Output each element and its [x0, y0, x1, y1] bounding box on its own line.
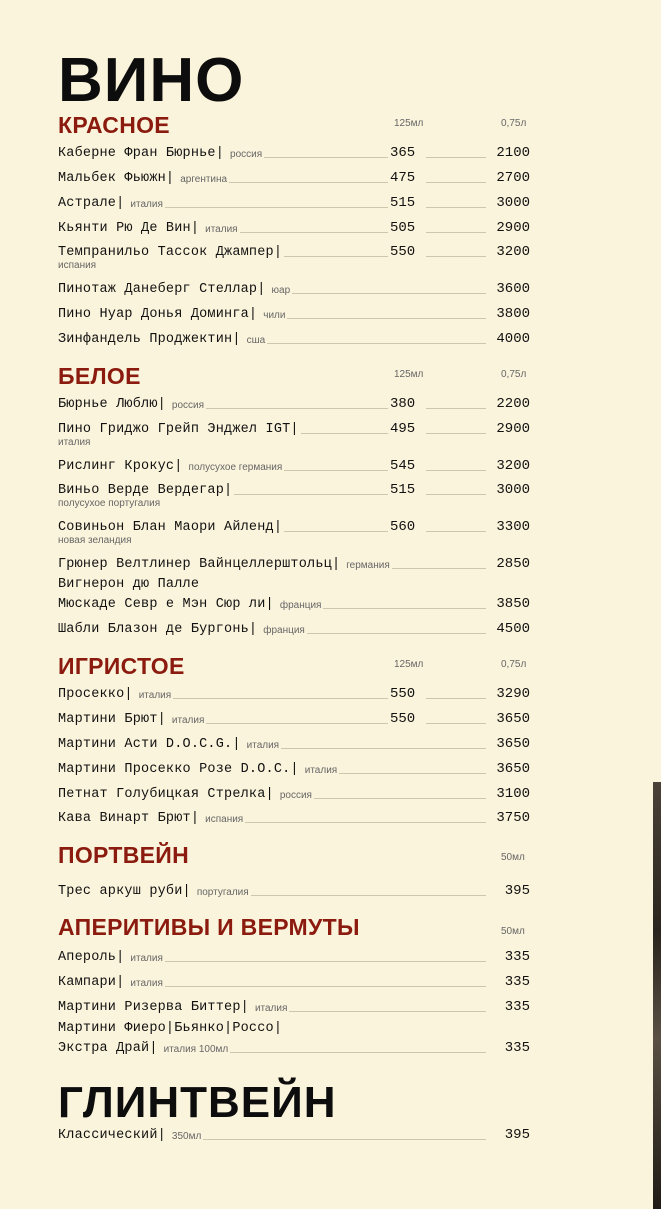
- leader-line: [240, 232, 388, 233]
- col-label-portion: 50мл: [501, 926, 525, 937]
- mulled-wine-title: ГЛИНТВЕЙН: [58, 1078, 337, 1127]
- item-name: Трес аркуш руби|: [58, 884, 191, 899]
- item-origin: италия: [205, 224, 238, 235]
- item-origin: италия: [58, 437, 91, 448]
- item-origin: италия: [130, 953, 163, 964]
- item-name: Астрале|: [58, 196, 125, 211]
- leader-line: [426, 207, 486, 208]
- col-label-bottle: 0,75л: [501, 118, 527, 129]
- leader-line: [229, 182, 388, 183]
- item-origin: новая зеландия: [58, 535, 132, 546]
- leader-line: [203, 1139, 486, 1140]
- item-origin: юар: [271, 285, 291, 296]
- price-glass: 550: [390, 686, 416, 702]
- menu-item: [58, 684, 530, 702]
- menu-item: [58, 808, 530, 826]
- price-bottle: 3650: [496, 711, 530, 727]
- price-bottle: 2850: [496, 556, 530, 572]
- menu-item: [58, 394, 530, 412]
- col-label-portion: 50мл: [501, 852, 525, 863]
- section-port: [58, 842, 530, 868]
- item-origin: италия: [171, 715, 205, 726]
- leader-line: [426, 408, 486, 409]
- price-bottle: 3000: [496, 195, 530, 211]
- leader-line: [426, 723, 486, 724]
- item-name: Виньо Верде Вердегар|: [58, 483, 233, 498]
- leader-line: [281, 748, 486, 749]
- item-origin: италия: [138, 690, 172, 701]
- leader-line: [284, 470, 388, 471]
- menu-item: [58, 143, 530, 161]
- col-label-bottle: 0,75л: [501, 369, 527, 380]
- menu-item: [58, 881, 530, 899]
- item-name: Грюнер Велтлинер Вайнцеллерштольц|: [58, 557, 341, 572]
- item-name: Кьянти Рю Де Вин|: [58, 221, 200, 236]
- section-title: КРАСНОЕ: [58, 112, 170, 138]
- item-origin: испания: [205, 814, 244, 825]
- item-name: Кава Винарт Брют|: [58, 811, 200, 826]
- menu-item: [58, 168, 530, 186]
- item-origin: аргентина: [180, 174, 228, 185]
- price-glass: 505: [390, 220, 416, 236]
- menu-item: [58, 1125, 530, 1143]
- leader-line: [301, 433, 388, 434]
- item-origin: италия: [130, 978, 163, 989]
- item-name: Апероль|: [58, 950, 125, 965]
- menu-item: [58, 456, 530, 474]
- item-name: Пино Гриджо Грейп Энджел IGT|: [58, 422, 299, 437]
- leader-line: [307, 633, 486, 634]
- leader-line: [165, 207, 388, 208]
- menu-item: [58, 480, 530, 509]
- price-glass: 515: [390, 195, 416, 211]
- price-bottle: 2100: [496, 145, 530, 161]
- leader-line: [251, 895, 486, 896]
- price-bottle: 395: [504, 1127, 530, 1143]
- item-origin: италия: [130, 199, 163, 210]
- col-label-glass: 125мл: [394, 118, 424, 129]
- menu-item: [58, 193, 530, 211]
- price-bottle: 3200: [496, 244, 530, 260]
- leader-line: [426, 256, 486, 257]
- item-origin: франция: [279, 600, 322, 611]
- price-bottle: 4500: [496, 621, 530, 637]
- item-name: Пинотаж Данеберг Стеллар|: [58, 282, 266, 297]
- col-label-glass: 125мл: [394, 659, 424, 670]
- item-name: Кампари|: [58, 975, 125, 990]
- item-origin: италия: [254, 1003, 288, 1014]
- item-name: Пино Нуар Донья Доминга|: [58, 307, 258, 322]
- price-bottle: 2700: [496, 170, 530, 186]
- section-white: [58, 363, 530, 389]
- item-origin: чили: [263, 310, 286, 321]
- price-bottle: 335: [504, 949, 530, 965]
- price-bottle: 335: [504, 999, 530, 1015]
- menu-item: [58, 242, 530, 271]
- item-origin: 350мл: [171, 1131, 202, 1142]
- price-bottle: 3100: [496, 786, 530, 802]
- leader-line: [426, 433, 486, 434]
- leader-line: [230, 1052, 486, 1053]
- leader-line: [264, 157, 388, 158]
- edge-photo: [653, 782, 661, 1209]
- price-bottle: 3750: [496, 810, 530, 826]
- price-glass: 550: [390, 711, 416, 727]
- price-bottle: 4000: [496, 331, 530, 347]
- item-name: Мартини Асти D.O.C.G.|: [58, 737, 241, 752]
- price-bottle: 3850: [496, 596, 530, 612]
- price-bottle: 2900: [496, 421, 530, 437]
- price-bottle: 3650: [496, 761, 530, 777]
- menu-item: [58, 734, 530, 752]
- leader-line: [287, 318, 486, 319]
- item-name: Шабли Блазон де Бургонь|: [58, 622, 258, 637]
- leader-line: [426, 531, 486, 532]
- leader-line: [426, 698, 486, 699]
- menu-item: [58, 619, 530, 637]
- menu-item: [58, 759, 530, 777]
- price-glass: 550: [390, 244, 416, 260]
- price-glass: 365: [390, 145, 416, 161]
- section-title: ИГРИСТОЕ: [58, 653, 185, 679]
- menu-item: [58, 1020, 530, 1056]
- price-bottle: 3300: [496, 519, 530, 535]
- price-glass: 515: [390, 482, 416, 498]
- leader-line: [323, 608, 486, 609]
- price-bottle: 2900: [496, 220, 530, 236]
- item-name: Мюскаде Севр е Мэн Сюр ли|: [58, 597, 274, 612]
- leader-line: [292, 293, 486, 294]
- leader-line: [426, 157, 486, 158]
- item-name: Петнат Голубицкая Стрелка|: [58, 787, 274, 802]
- leader-line: [173, 698, 388, 699]
- item-name: Совиньон Блан Маори Айленд|: [58, 520, 283, 535]
- leader-line: [206, 408, 388, 409]
- item-name-line1: Мартини Фиеро|Бьянко|Россо|: [58, 1021, 283, 1036]
- item-origin: италия: [246, 740, 280, 751]
- price-bottle: 395: [504, 883, 530, 899]
- col-label-bottle: 0,75л: [501, 659, 527, 670]
- section-title: АПЕРИТИВЫ И ВЕРМУТЫ: [58, 914, 360, 940]
- menu-item: [58, 304, 530, 322]
- leader-line: [234, 494, 388, 495]
- section-title: ПОРТВЕЙН: [58, 842, 189, 868]
- menu-item: [58, 419, 530, 448]
- menu-item: [58, 972, 530, 990]
- item-name: Экстра Драй|: [58, 1041, 158, 1056]
- price-glass: 495: [390, 421, 416, 437]
- section-red: [58, 112, 530, 138]
- price-bottle: 335: [504, 1040, 530, 1056]
- col-label-glass: 125мл: [394, 369, 424, 380]
- item-name: Просекко|: [58, 687, 133, 702]
- menu-item: [58, 554, 530, 572]
- leader-line: [426, 232, 486, 233]
- wine-title: ВИНО: [58, 46, 245, 115]
- leader-line: [339, 773, 486, 774]
- leader-line: [206, 723, 388, 724]
- item-origin: португалия: [196, 887, 249, 898]
- item-origin: россия: [279, 790, 312, 801]
- leader-line: [426, 470, 486, 471]
- leader-line: [284, 531, 388, 532]
- price-bottle: 3000: [496, 482, 530, 498]
- price-glass: 380: [390, 396, 416, 412]
- item-name: Зинфандель Проджектин|: [58, 332, 241, 347]
- leader-line: [392, 568, 486, 569]
- section-aperitif: [58, 914, 530, 940]
- price-bottle: 3650: [496, 736, 530, 752]
- price-glass: 475: [390, 170, 416, 186]
- item-name: Мартини Просекко Розе D.O.C.|: [58, 762, 299, 777]
- menu-item: [58, 517, 530, 546]
- menu-item: [58, 709, 530, 727]
- price-glass: 560: [390, 519, 416, 535]
- menu-item: [58, 279, 530, 297]
- price-bottle: 3290: [496, 686, 530, 702]
- leader-line: [165, 986, 486, 987]
- item-name: Бюрнье Люблю|: [58, 397, 166, 412]
- item-name: Классический|: [58, 1128, 166, 1143]
- price-glass: 545: [390, 458, 416, 474]
- item-name-line1: Вигнерон дю Палле: [58, 577, 200, 592]
- leader-line: [165, 961, 486, 962]
- price-bottle: 2200: [496, 396, 530, 412]
- menu-item: [58, 218, 530, 236]
- menu-item: [58, 329, 530, 347]
- item-origin: италия: [304, 765, 338, 776]
- item-origin: испания: [58, 260, 97, 271]
- menu-item: [58, 576, 530, 612]
- item-name: Каберне Фран Бюрнье|: [58, 146, 225, 161]
- item-name: Мальбек Фьюжн|: [58, 171, 175, 186]
- menu-item: [58, 784, 530, 802]
- item-name: Мартини Ризерва Биттер|: [58, 1000, 249, 1015]
- item-origin: полусухое германия: [188, 462, 283, 473]
- leader-line: [314, 798, 486, 799]
- leader-line: [284, 256, 388, 257]
- item-origin: сша: [246, 335, 266, 346]
- leader-line: [289, 1011, 486, 1012]
- price-bottle: 3600: [496, 281, 530, 297]
- leader-line: [267, 343, 486, 344]
- menu-item: [58, 997, 530, 1015]
- section-sparkling: [58, 653, 530, 679]
- leader-line: [245, 822, 486, 823]
- item-origin: франция: [263, 625, 305, 636]
- item-origin: германия: [346, 560, 390, 571]
- item-name: Мартини Брют|: [58, 712, 166, 727]
- menu-item: [58, 947, 530, 965]
- leader-line: [426, 182, 486, 183]
- item-origin: полусухое португалия: [58, 498, 161, 509]
- section-title: БЕЛОЕ: [58, 363, 141, 389]
- price-bottle: 3200: [496, 458, 530, 474]
- price-bottle: 3800: [496, 306, 530, 322]
- item-origin: россия: [171, 400, 205, 411]
- leader-line: [426, 494, 486, 495]
- item-origin: италия 100мл: [163, 1044, 229, 1055]
- item-origin: россия: [230, 149, 263, 160]
- item-name: Рислинг Крокус|: [58, 459, 183, 474]
- price-bottle: 335: [504, 974, 530, 990]
- item-name: Темпранильо Тассок Джампер|: [58, 245, 283, 260]
